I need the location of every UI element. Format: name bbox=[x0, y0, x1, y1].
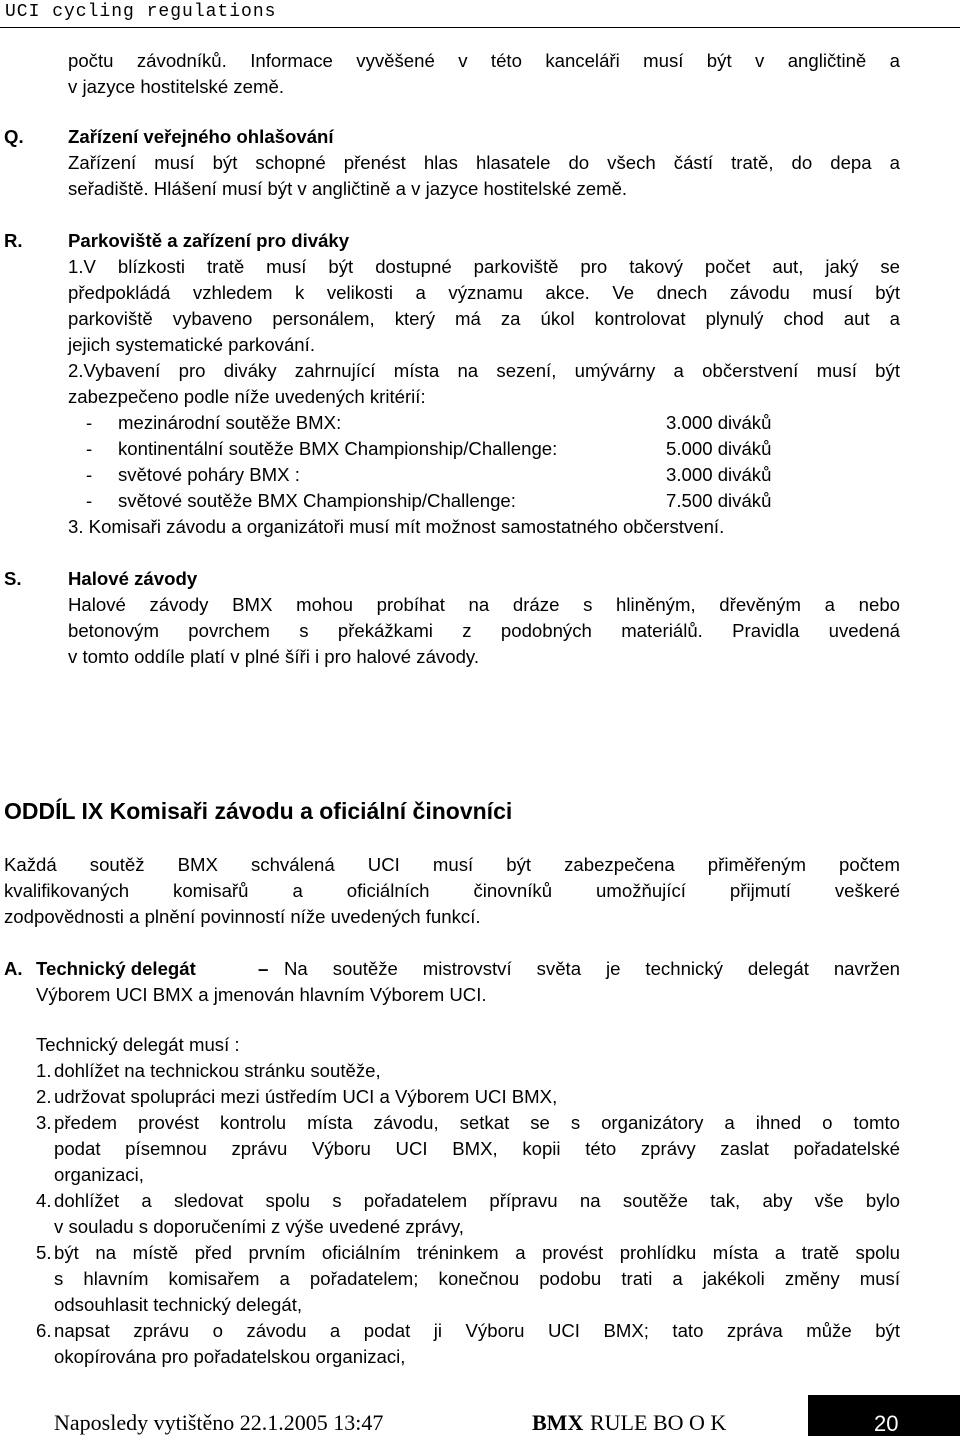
section-s-letter: S. bbox=[4, 568, 22, 589]
duties-intro: Technický delegát musí : bbox=[36, 1034, 240, 1055]
section-q-letter: Q. bbox=[4, 126, 24, 147]
chapter-intro-line-2: kvalifikovaných komisařů a oficiálních činovníků umožňující přijmutí veškeré bbox=[4, 880, 900, 901]
criteria-label: světové soutěže BMX Championship/Challenge: bbox=[118, 490, 516, 511]
section-r-heading: Parkoviště a zařízení pro diváky bbox=[68, 230, 350, 251]
page-number: 20 bbox=[874, 1411, 899, 1436]
criteria-dash: - bbox=[86, 490, 93, 511]
section-q-line-2: seřadiště. Hlášení musí být v angličtině a v jazyce hostitelské země. bbox=[68, 178, 628, 199]
duty-number: 4. bbox=[36, 1190, 52, 1211]
chapter-intro-line-3: zodpovědnosti a plnění povinností níže uvedených funkcí. bbox=[4, 906, 481, 927]
criteria-value: 3.000 diváků bbox=[666, 412, 772, 433]
duty-line: organizaci, bbox=[54, 1164, 144, 1185]
duty-line: předem provést kontrolu místa závodu, setkat se s organizátory a ihned o tomto bbox=[54, 1112, 900, 1133]
footer-book-bold: BMX bbox=[532, 1410, 584, 1435]
section-a-dash: – bbox=[258, 958, 269, 979]
section-r-p1-line-2: předpokládá vzhledem k velikosti a významu akce. Ve dnech závodu musí být bbox=[68, 282, 900, 303]
criteria-label: mezinárodní soutěže BMX: bbox=[118, 412, 342, 433]
section-a-text-line-2: Výborem UCI BMX a jmenován hlavním Výborem UCI. bbox=[36, 984, 487, 1005]
section-a-heading: Technický delegát bbox=[36, 958, 196, 979]
criteria-label: světové poháry BMX : bbox=[118, 464, 300, 485]
section-s-heading: Halové závody bbox=[68, 568, 198, 589]
criteria-value: 3.000 diváků bbox=[666, 464, 772, 485]
criteria-dash: - bbox=[86, 412, 93, 433]
chapter-title: ODDÍL IX Komisaři závodu a oficiální činovníci bbox=[4, 798, 513, 824]
section-a-letter: A. bbox=[4, 958, 23, 979]
duty-number: 6. bbox=[36, 1320, 52, 1341]
chapter-intro-line-1: Každá soutěž BMX schválená UCI musí být zabezpečena přiměřeným počtem bbox=[4, 854, 900, 875]
duty-line: udržovat spolupráci mezi ústředím UCI a Výborem UCI BMX, bbox=[54, 1086, 558, 1107]
criteria-value: 7.500 diváků bbox=[666, 490, 772, 511]
section-r-p1-line-4: jejich systematické parkování. bbox=[68, 334, 315, 355]
duty-line: okopírována pro pořadatelskou organizaci, bbox=[54, 1346, 406, 1367]
header-rule bbox=[0, 27, 960, 28]
running-header: UCI cycling regulations bbox=[5, 2, 277, 22]
duty-line: dohlížet a sledovat spolu s pořadatelem přípravu na soutěže tak, aby vše bylo bbox=[54, 1190, 900, 1211]
duty-line: napsat zprávu o závodu a podat ji Výboru UCI BMX; tato zpráva může být bbox=[54, 1320, 900, 1341]
criteria-dash: - bbox=[86, 438, 93, 459]
duty-line: být na místě před prvním oficiálním tréninkem a provést prohlídku místa a tratě spolu bbox=[54, 1242, 900, 1263]
section-r-p2-line-1: 2.Vybavení pro diváky zahrnující místa na sezení, umývárny a občerstvení musí být bbox=[68, 360, 900, 381]
intro-line-2: v jazyce hostitelské země. bbox=[68, 76, 284, 97]
section-a-text-line-1: Na soutěže mistrovství světa je technický delegát navržen bbox=[284, 958, 900, 979]
duty-line: dohlížet na technickou stránku soutěže, bbox=[54, 1060, 381, 1081]
section-q-heading: Zařízení veřejného ohlašování bbox=[68, 126, 334, 147]
duty-number: 1. bbox=[36, 1060, 52, 1081]
section-r-p1-line-3: parkoviště vybaveno personálem, který má za úkol kontrolovat plynulý chod aut a bbox=[68, 308, 900, 329]
section-q-line-1: Zařízení musí být schopné přenést hlas hlasatele do všech částí tratě, do depa a bbox=[68, 152, 900, 173]
intro-line-1: počtu závodníků. Informace vyvěšené v této kanceláři musí být v angličtině a bbox=[68, 50, 900, 71]
footer-printed-date: Naposledy vytištěno 22.1.2005 13:47 bbox=[54, 1410, 384, 1435]
section-s-line-1: Halové závody BMX mohou probíhat na dráze s hliněným, dřevěným a nebo bbox=[68, 594, 900, 615]
section-s-line-2: betonovým povrchem s překážkami z podobných materiálů. Pravidla uvedená bbox=[68, 620, 900, 641]
duty-line: podat písemnou zprávu Výboru UCI BMX, kopii této zprávy zaslat pořadatelské bbox=[54, 1138, 900, 1159]
duty-number: 3. bbox=[36, 1112, 52, 1133]
criteria-label: kontinentální soutěže BMX Championship/Challenge: bbox=[118, 438, 558, 459]
criteria-dash: - bbox=[86, 464, 93, 485]
duty-line: odsouhlasit technický delegát, bbox=[54, 1294, 303, 1315]
duty-number: 5. bbox=[36, 1242, 52, 1263]
section-r-p2-line-2: zabezpečeno podle níže uvedených kritérií: bbox=[68, 386, 426, 407]
section-s-line-3: v tomto oddíle platí v plné šíři i pro halové závody. bbox=[68, 646, 479, 667]
duty-line: s hlavním komisařem a pořadatelem; konečnou podobu trati a jakékoli změny musí bbox=[54, 1268, 900, 1289]
section-r-p3: 3. Komisaři závodu a organizátoři musí mít možnost samostatného občerstvení. bbox=[68, 516, 725, 537]
duty-line: v souladu s doporučeními z výše uvedené zprávy, bbox=[54, 1216, 464, 1237]
section-r-p1-line-1: 1.V blízkosti tratě musí být dostupné parkoviště pro takový počet aut, jaký se bbox=[68, 256, 900, 277]
section-r-letter: R. bbox=[4, 230, 23, 251]
duty-number: 2. bbox=[36, 1086, 52, 1107]
criteria-value: 5.000 diváků bbox=[666, 438, 772, 459]
footer-book-title: RULE BO O K bbox=[590, 1410, 727, 1435]
